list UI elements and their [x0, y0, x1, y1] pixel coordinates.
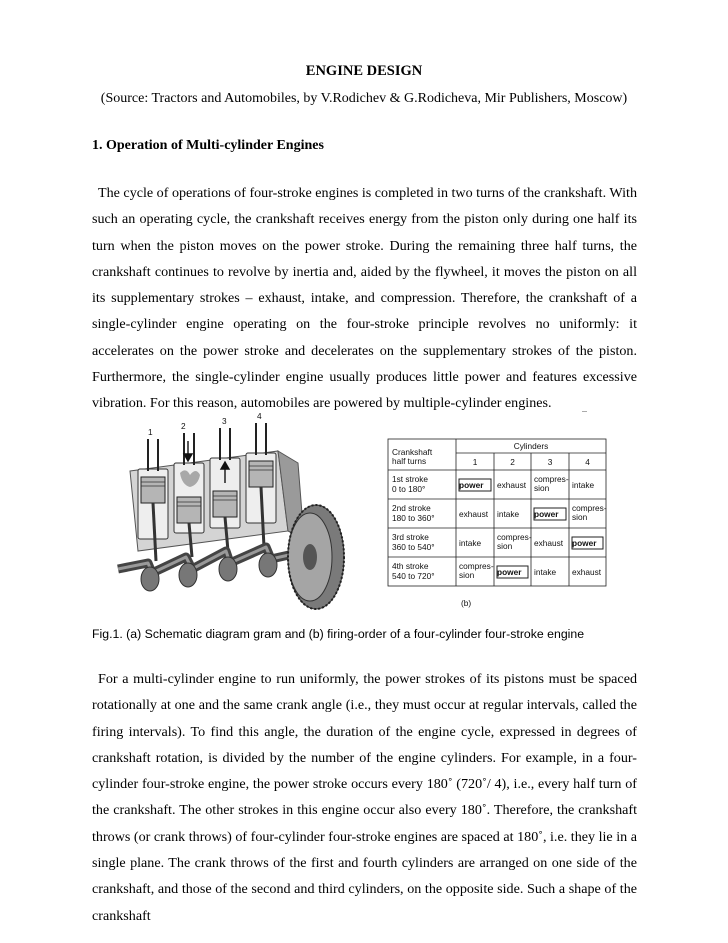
- row-header-line2: half turns: [392, 456, 427, 466]
- stroke-cell: exhaust: [572, 567, 602, 577]
- source-citation: (Source: Tractors and Automobiles, by V.Rodichev & G.Rodicheva, Mir Publishers, Moscow): [100, 91, 628, 106]
- stroke-cell: intake: [497, 509, 520, 519]
- paragraph-1: The cycle of operations of four-stroke engines is completed in two turns of the crankshaft. With such an operating cycle, the crankshaft receives energy from the piston only during one half its turn when the piston moves on the power stroke. During the remaining three half turns, the crankshaft continues to revolve by inertia and, aided by the flywheel, it moves the piston on all its supplementary strokes – exhaust, intake, and compression. Therefore, the crankshaft of a single-cylinder engine operating on the four-stroke principle revolves no uniformly: it accelerates on the power stroke and decelerates on the supplementary strokes of the piston. Furthermore, the single-cylinder engine usually produces little power and features excessive vibration. For this reason, automobiles are powered by multiple-cylinder engines.: [92, 185, 637, 412]
- stroke-label: 1st stroke: [392, 474, 428, 484]
- stroke-cell: compres-: [459, 561, 494, 571]
- stroke-cell: sion: [534, 483, 550, 493]
- cylinders-header: Cylinders: [513, 441, 549, 451]
- stroke-cell: sion: [572, 512, 588, 522]
- stroke-cell: power: [459, 480, 484, 490]
- stroke-cell: compres-: [572, 503, 607, 513]
- engine-schematic-diagram: [108, 411, 348, 626]
- scan-artifact: [582, 411, 587, 412]
- cylinder-number-1: 1: [148, 427, 153, 437]
- section-heading: 1. Operation of Multi-cylinder Engines: [92, 138, 324, 153]
- cylinder-column-header: 4: [585, 457, 590, 467]
- row-header-line1: Crankshaft: [392, 447, 433, 457]
- figure-caption: Fig.1. (a) Schematic diagram gram and (b) firing-order of a four-cylinder four-stroke engine: [92, 627, 585, 641]
- stroke-cell: compres-: [497, 532, 532, 542]
- table-sublabel: (b): [461, 598, 472, 608]
- stroke-cell: exhaust: [459, 509, 489, 519]
- stroke-label: 3rd stroke: [392, 532, 429, 542]
- stroke-cell: sion: [497, 541, 513, 551]
- cylinder-number-2: 2: [181, 421, 186, 431]
- stroke-label: 2nd stroke: [392, 503, 431, 513]
- cylinder-column-header: 1: [472, 457, 478, 467]
- cylinder-column-header: 3: [547, 457, 553, 467]
- stroke-cell: compres-: [534, 474, 569, 484]
- firing-order-table: [384, 438, 610, 614]
- stroke-range: 540 to 720°: [392, 571, 435, 581]
- cylinder-number-4: 4: [257, 411, 262, 421]
- stroke-cell: intake: [534, 567, 557, 577]
- stroke-label: 4th stroke: [392, 561, 429, 571]
- stroke-cell: power: [572, 538, 597, 548]
- stroke-range: 180 to 360°: [392, 513, 435, 523]
- stroke-range: 0 to 180°: [392, 484, 426, 494]
- cylinder-number-3: 3: [222, 416, 227, 426]
- document-title: ENGINE DESIGN: [305, 63, 423, 79]
- stroke-cell: sion: [459, 570, 475, 580]
- stroke-cell: exhaust: [497, 480, 527, 490]
- stroke-cell: power: [534, 509, 559, 519]
- paragraph-2: For a multi-cylinder engine to run uniformly, the power strokes of its pistons must be spaced rotationally at one and the same crank angle (i.e., they must occur at regular intervals, called the firing intervals). To find this angle, the duration of the engine cycle, expressed in degrees of crankshaft rotation, is divided by the number of the engine cylinders. For example, in a four-cylinder four-stroke engine, the power stroke occurs every 180˚ (720˚/ 4), i.e., every half turn of the crankshaft. The other strokes in this engine occur also every 180˚. Therefore, the crankshaft throws (or crank throws) of four-cylinder four-stroke engines are spaced at 180˚, i.e. they lie in a single plane. The crank throws of the first and fourth cylinders are arranged on one side of the crankshaft, and those of the second and third cylinders, on the opposite side. Such a shape of the crankshaft: [92, 671, 637, 924]
- stroke-cell: intake: [459, 538, 482, 548]
- stroke-cell: intake: [572, 480, 595, 490]
- cylinder-column-header: 2: [510, 457, 515, 467]
- stroke-range: 360 to 540°: [392, 542, 435, 552]
- stroke-cell: exhaust: [534, 538, 564, 548]
- stroke-cell: power: [497, 567, 522, 577]
